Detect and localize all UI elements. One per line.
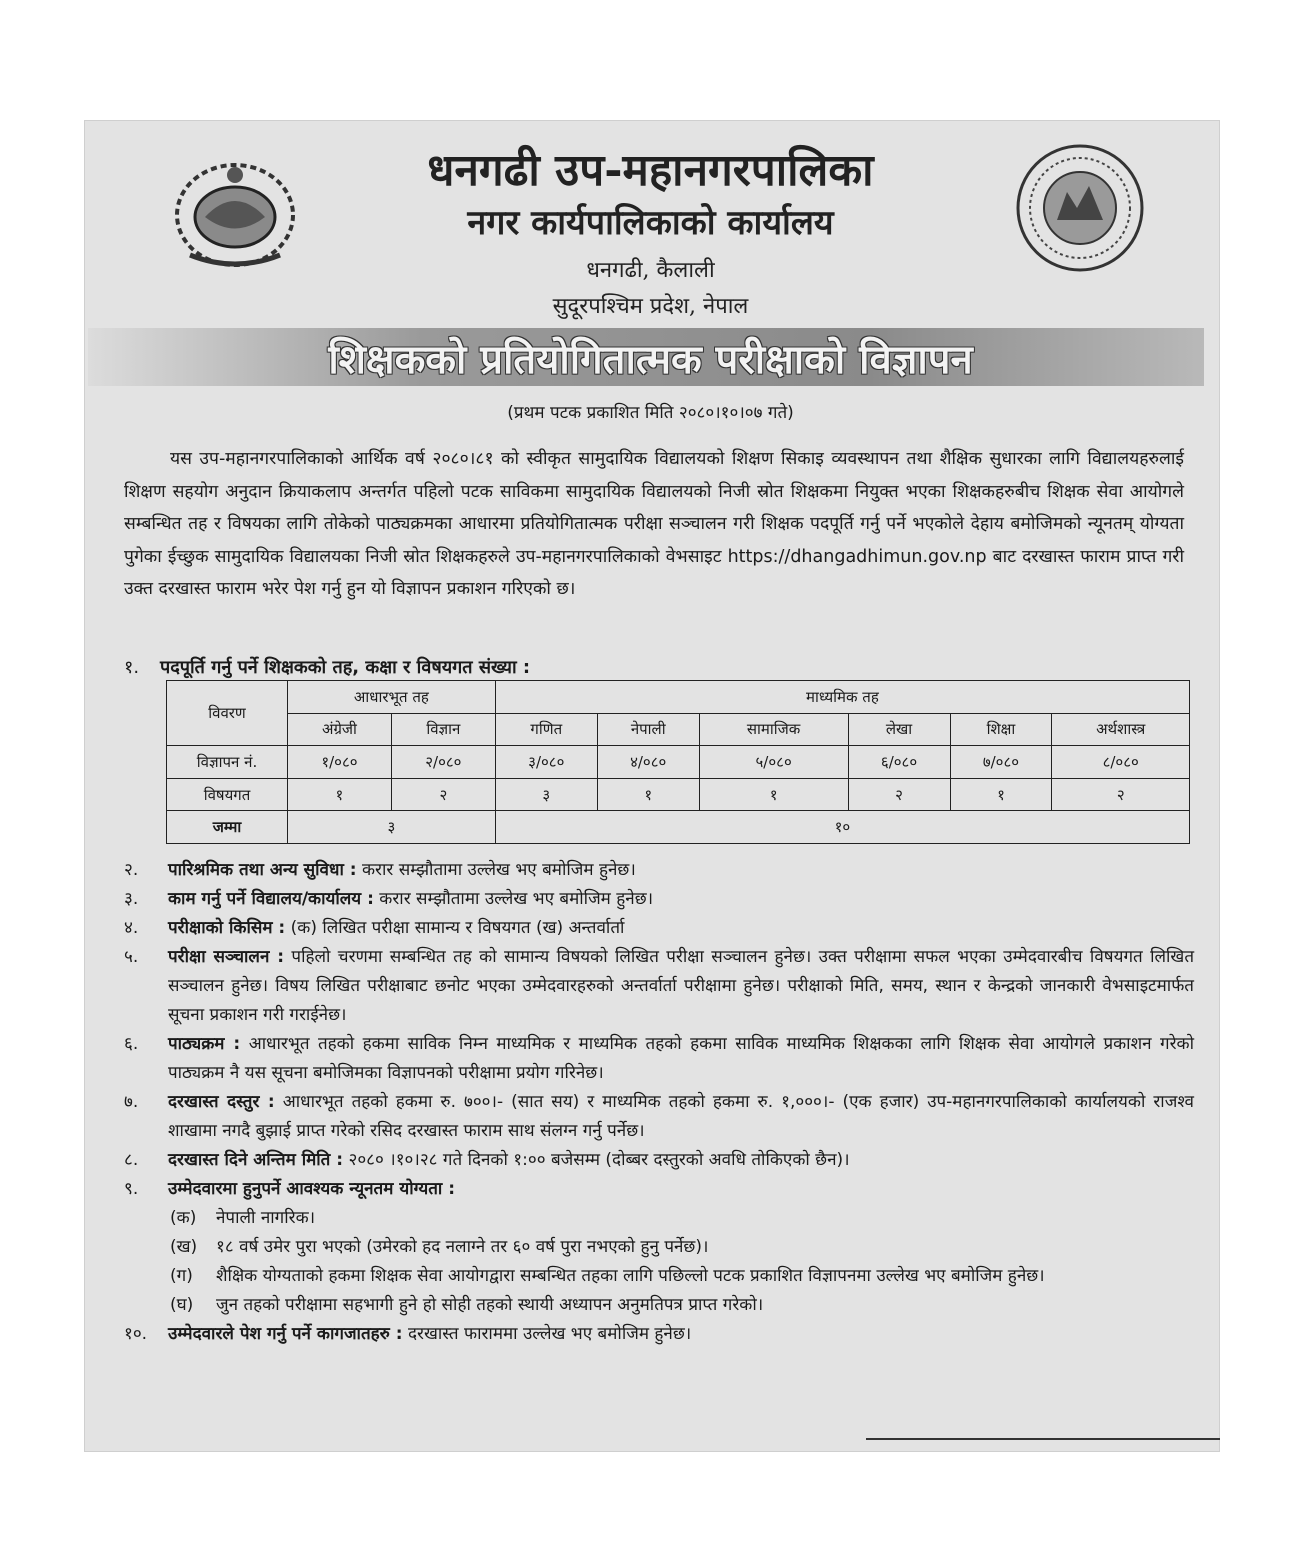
section-number: ४. — [124, 918, 139, 938]
section-5 — [124, 943, 1194, 1030]
qualification-item — [124, 1233, 1194, 1262]
total-secondary-cell: १० — [495, 811, 1189, 844]
section-1-heading — [124, 655, 530, 679]
section-number: ५. — [124, 947, 139, 967]
qualification-mark: (ख) — [170, 1237, 198, 1257]
notice-title: शिक्षकको प्रतियोगितात्मक परीक्षाको विज्ञापन — [328, 336, 973, 383]
table-row — [167, 778, 1190, 811]
section-4 — [124, 914, 1194, 943]
adv-number-cell: २/०८० — [391, 746, 495, 779]
qualification-text: शैक्षिक योग्यताको हकमा शिक्षक सेवा आयोगद्वारा सम्बन्धित तहका लागि पछिल्लो पटक प्रकाशित विज्ञापनमा उल्लेख भए बमोजिम हुनेछ। — [216, 1266, 1045, 1286]
province-name: सुदूरपश्चिम प्रदेश, नेपाल — [552, 294, 749, 319]
section-text: करार सम्झौतामा उल्लेख भए बमोजिम हुनेछ। — [379, 889, 654, 909]
row-label: जम्मा — [167, 811, 288, 844]
table-row — [167, 681, 1190, 714]
qualification-text: नेपाली नागरिक। — [216, 1208, 316, 1228]
section-label: पारिश्रमिक तथा अन्य सुविधा : — [168, 860, 357, 880]
qualification-text: १८ वर्ष उमेर पुरा भएको (उमेरको हद नलाग्ने तर ६० वर्ष पुरा नभएको हुनु पर्नेछ)। — [216, 1237, 709, 1257]
section-number: ९. — [124, 1179, 139, 1199]
qualification-text: जुन तहको परीक्षामा सहभागी हुने हो सोही तहको स्थायी अध्यापन अनुमतिपत्र प्राप्त गरेको। — [216, 1295, 764, 1315]
qualification-item — [124, 1262, 1194, 1291]
qualification-mark: (ग) — [170, 1266, 193, 1286]
section-8 — [124, 1146, 1194, 1175]
qualification-mark: (क) — [170, 1208, 197, 1228]
section-text: पहिलो चरणमा सम्बन्धित तह को सामान्य विषयको लिखित परीक्षा सञ्चालन हुनेछ। उक्त परीक्षामा सफल भएका उम्मेदवारबीच विषयगत लिखित सञ्चालन हुनेछ। विषय लिखित परीक्षाबाट छनोट भएका उम्मेदवारहरुको अन्तर्वार्ता परीक्षामा हुनेछ। परीक्षाको मिति, समय, स्थान र केन्द्रको जानकारी वेभसाइटमार्फत सूचना प्रकाशन गरी गराईनेछ। — [168, 947, 1195, 1025]
section-6 — [124, 1030, 1194, 1088]
section-text: (क) लिखित परीक्षा सामान्य र विषयगत (ख) अन्तर्वार्ता — [290, 918, 625, 938]
table-row — [167, 746, 1190, 779]
section-10 — [124, 1320, 1194, 1349]
section-text: करार सम्झौतामा उल्लेख भए बमोजिम हुनेछ। — [361, 860, 636, 880]
section-number: १०. — [124, 1324, 148, 1344]
section-label: उम्मेदवारमा हुनुपर्ने आवश्यक न्यूनतम योग्यता : — [168, 1179, 456, 1199]
section-label: काम गर्नु पर्ने विद्यालय/कार्यालय : — [168, 889, 374, 909]
adv-number-cell: ८/०८० — [1052, 746, 1190, 779]
count-cell: १ — [699, 778, 848, 811]
clipping-edge-line — [866, 1438, 1220, 1440]
adv-number-cell: ६/०८० — [848, 746, 950, 779]
section-label: दरखास्त दस्तुर : — [168, 1092, 275, 1112]
subject-header: विज्ञान — [391, 713, 495, 746]
count-cell: १ — [597, 778, 699, 811]
subject-header: अर्थशास्त्र — [1052, 713, 1190, 746]
subject-header: शिक्षा — [950, 713, 1052, 746]
count-cell: २ — [1052, 778, 1190, 811]
section-label: पाठ्यक्रम : — [168, 1034, 241, 1054]
section-label: परीक्षा सञ्चालन : — [168, 947, 285, 967]
adv-number-cell: ४/०८० — [597, 746, 699, 779]
group-basic-header: आधारभूत तह — [288, 681, 496, 714]
table-row — [167, 713, 1190, 746]
total-basic-cell: ३ — [288, 811, 496, 844]
adv-number-cell: ७/०८० — [950, 746, 1052, 779]
section-3 — [124, 885, 1194, 914]
qualification-mark: (घ) — [170, 1295, 194, 1315]
table-row — [167, 811, 1190, 844]
count-cell: २ — [391, 778, 495, 811]
subject-header: अंग्रेजी — [288, 713, 392, 746]
section-label: परीक्षाको किसिम : — [168, 918, 286, 938]
subject-header: लेखा — [848, 713, 950, 746]
intro-paragraph: यस उप-महानगरपालिकाको आर्थिक वर्ष २०८०।८१ को स्वीकृत सामुदायिक विद्यालयको शिक्षण सिकाइ व्यवस्थापन तथा शैक्षिक सुधारका लागि विद्यालयहरुलाई शिक्षण सहयोग अनुदान क्रियाकलाप अन्तर्गत पहिलो पटक साविकमा सामुदायिक विद्यालयको निजी स्रोत शिक्षकमा नियुक्त भएका शिक्षकहरुबीच शिक्षक सेवा आयोगले सम्बन्धित तह र विषयका लागि तोकेको पाठ्यक्रमका आधारमा प्रतियोगितात्मक परीक्षा सञ्चालन गरी शिक्षक पदपूर्ति गर्नु पर्ने भएकोले देहाय बमोजिमको न्यूनतम् योग्यता पुगेका ईच्छुक सामुदायिक विद्यालयका निजी स्रोत शिक्षकहरुले उप-महानगरपालिकाको वेभसाइट https://dhangadhimun.gov.np बाट दरखास्त फाराम प्राप्त गरी उक्त दरखास्त फाराम भरेर पेश गर्नु हुन यो विज्ञापन प्रकाशन गरिएको छ। — [124, 449, 1184, 600]
qualification-item — [124, 1291, 1194, 1320]
section-2 — [124, 856, 1194, 885]
section-text: २०८० ।१०।२८ गते दिनको १:०० बजेसम्म (दोब्बर दस्तुरको अवधि तोकिएको छैन)। — [348, 1150, 850, 1170]
section-label: पदपूर्ति गर्नु पर्ने शिक्षकको तह, कक्षा र विषयगत संख्या : — [160, 657, 531, 678]
section-number: ७. — [124, 1092, 139, 1112]
section-9 — [124, 1175, 1194, 1204]
section-text: आधारभूत तहको हकमा साविक निम्न माध्यमिक र माध्यमिक तहको हकमा साविक माध्यमिक शिक्षकका लागि शिक्षक सेवा आयोगले प्रकाशन गरेको पाठ्यक्रम नै यस सूचना बमोजिमका विज्ञापनको परीक्षामा प्रयोग गरिनेछ। — [168, 1034, 1194, 1083]
row-label: विषयगत — [167, 778, 288, 811]
municipality-name: धनगढी उप-महानगरपालिका — [427, 145, 874, 196]
count-cell: २ — [848, 778, 950, 811]
qualification-item — [124, 1204, 1194, 1233]
subject-header: नेपाली — [597, 713, 699, 746]
count-cell: १ — [288, 778, 392, 811]
section-number: ८. — [124, 1150, 139, 1170]
section-text: दरखास्त फाराममा उल्लेख भए बमोजिम हुनेछ। — [407, 1324, 692, 1344]
count-cell: १ — [950, 778, 1052, 811]
section-label: दरखास्त दिने अन्तिम मिति : — [168, 1150, 344, 1170]
row-label: विज्ञापन नं. — [167, 746, 288, 779]
subject-header: गणित — [495, 713, 597, 746]
notice-sections — [124, 856, 1194, 1349]
section-number: २. — [124, 860, 139, 880]
posts-table — [166, 680, 1190, 844]
subject-header: सामाजिक — [699, 713, 848, 746]
section-number: १. — [124, 657, 140, 678]
section-label: उम्मेदवारले पेश गर्नु पर्ने कागजातहरु : — [168, 1324, 403, 1344]
adv-number-cell: ३/०८० — [495, 746, 597, 779]
office-address: धनगढी, कैलाली — [586, 258, 715, 283]
table-header-cell: विवरण — [167, 681, 288, 746]
group-secondary-header: माध्यमिक तह — [495, 681, 1189, 714]
section-7 — [124, 1088, 1194, 1146]
section-number: ३. — [124, 889, 139, 909]
adv-number-cell: ५/०८० — [699, 746, 848, 779]
office-name: नगर कार्यपालिकाको कार्यालय — [467, 203, 834, 243]
count-cell: ३ — [495, 778, 597, 811]
adv-number-cell: १/०८० — [288, 746, 392, 779]
publish-date: (प्रथम पटक प्रकाशित मिति २०८०।१०।०७ गते) — [507, 403, 794, 423]
section-number: ६. — [124, 1034, 139, 1054]
section-text: आधारभूत तहको हकमा रु. ७००।- (सात सय) र माध्यमिक तहको हकमा रु. १,०००।- (एक हजार) उप-महानगरपालिकाको कार्यालयको राजश्व शाखामा नगदै बुझाई प्राप्त गरेको रसिद दरखास्त फाराम साथ संलग्न गर्नु पर्नेछ। — [168, 1092, 1194, 1141]
